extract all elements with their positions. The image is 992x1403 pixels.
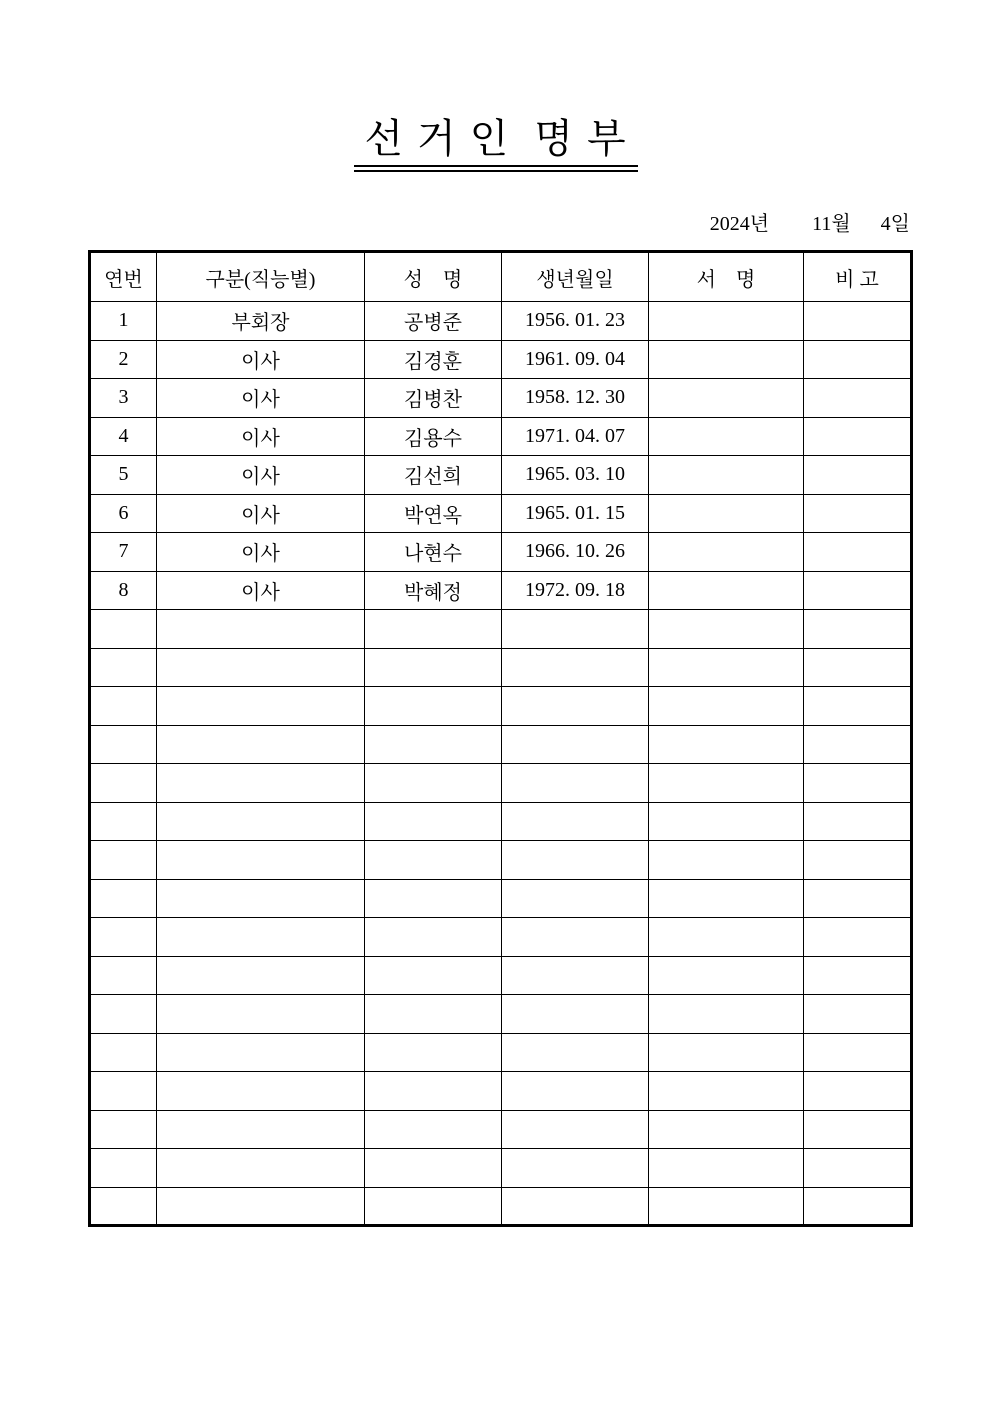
cell-no: 1 xyxy=(90,302,157,341)
empty-table-row xyxy=(90,995,912,1034)
cell-note xyxy=(804,456,912,495)
document-title: 선 거 인 명 부 xyxy=(354,116,637,172)
empty-cell-category xyxy=(157,725,365,764)
empty-cell-name xyxy=(365,764,502,803)
empty-cell-no xyxy=(90,802,157,841)
empty-table-row xyxy=(90,841,912,880)
empty-cell-no xyxy=(90,764,157,803)
cell-signature xyxy=(649,417,804,456)
empty-cell-signature xyxy=(649,841,804,880)
empty-cell-no xyxy=(90,918,157,957)
empty-table-row xyxy=(90,879,912,918)
empty-cell-signature xyxy=(649,802,804,841)
cell-no: 3 xyxy=(90,379,157,418)
empty-cell-birthdate xyxy=(502,687,649,726)
cell-note xyxy=(804,533,912,572)
empty-cell-signature xyxy=(649,1072,804,1111)
cell-note xyxy=(804,379,912,418)
cell-no: 6 xyxy=(90,494,157,533)
empty-cell-name xyxy=(365,648,502,687)
empty-cell-no xyxy=(90,1072,157,1111)
empty-cell-signature xyxy=(649,1149,804,1188)
cell-signature xyxy=(649,494,804,533)
empty-cell-name xyxy=(365,802,502,841)
empty-cell-birthdate xyxy=(502,725,649,764)
cell-name: 김경훈 xyxy=(365,340,502,379)
cell-note xyxy=(804,417,912,456)
cell-category: 이사 xyxy=(157,340,365,379)
empty-cell-signature xyxy=(649,725,804,764)
empty-cell-name xyxy=(365,918,502,957)
empty-cell-name xyxy=(365,687,502,726)
cell-name: 나현수 xyxy=(365,533,502,572)
empty-table-row xyxy=(90,725,912,764)
empty-cell-name xyxy=(365,1187,502,1226)
empty-cell-signature xyxy=(649,610,804,649)
empty-cell-signature xyxy=(649,1187,804,1226)
cell-category: 이사 xyxy=(157,533,365,572)
empty-cell-category xyxy=(157,995,365,1034)
table-row xyxy=(90,533,912,572)
empty-cell-note xyxy=(804,725,912,764)
cell-name: 김병찬 xyxy=(365,379,502,418)
empty-cell-category xyxy=(157,841,365,880)
empty-cell-category xyxy=(157,1187,365,1226)
cell-birthdate: 1965. 01. 15 xyxy=(502,494,649,533)
empty-table-row xyxy=(90,1033,912,1072)
cell-category: 이사 xyxy=(157,571,365,610)
column-header-name: 성 명 xyxy=(365,252,502,302)
cell-name: 김용수 xyxy=(365,417,502,456)
date-line xyxy=(88,207,910,236)
cell-birthdate: 1961. 09. 04 xyxy=(502,340,649,379)
cell-signature xyxy=(649,456,804,495)
empty-cell-category xyxy=(157,687,365,726)
cell-signature xyxy=(649,302,804,341)
empty-cell-name xyxy=(365,995,502,1034)
empty-cell-birthdate xyxy=(502,918,649,957)
empty-table-row xyxy=(90,648,912,687)
column-header-category: 구분(직능별) xyxy=(157,252,365,302)
table-row xyxy=(90,417,912,456)
cell-no: 7 xyxy=(90,533,157,572)
empty-cell-signature xyxy=(649,879,804,918)
cell-birthdate: 1971. 04. 07 xyxy=(502,417,649,456)
empty-cell-name xyxy=(365,725,502,764)
date-year: 2024년 xyxy=(709,213,770,235)
empty-cell-note xyxy=(804,1072,912,1111)
empty-table-row xyxy=(90,1187,912,1226)
empty-cell-category xyxy=(157,764,365,803)
cell-birthdate: 1956. 01. 23 xyxy=(502,302,649,341)
empty-cell-note xyxy=(804,1187,912,1226)
empty-cell-category xyxy=(157,802,365,841)
empty-cell-no xyxy=(90,995,157,1034)
cell-note xyxy=(804,302,912,341)
empty-cell-birthdate xyxy=(502,1149,649,1188)
table-header-row xyxy=(90,252,912,302)
empty-cell-no xyxy=(90,610,157,649)
table-row xyxy=(90,302,912,341)
empty-table-row xyxy=(90,802,912,841)
cell-name: 김선희 xyxy=(365,456,502,495)
table-row xyxy=(90,379,912,418)
cell-category: 이사 xyxy=(157,379,365,418)
table-row xyxy=(90,494,912,533)
empty-cell-note xyxy=(804,956,912,995)
date-month: 11월 xyxy=(812,213,851,235)
empty-cell-note xyxy=(804,995,912,1034)
empty-cell-category xyxy=(157,879,365,918)
empty-cell-name xyxy=(365,879,502,918)
empty-cell-note xyxy=(804,841,912,880)
empty-cell-birthdate xyxy=(502,1072,649,1111)
cell-name: 공병준 xyxy=(365,302,502,341)
empty-cell-signature xyxy=(649,1110,804,1149)
empty-cell-no xyxy=(90,1033,157,1072)
cell-category: 이사 xyxy=(157,417,365,456)
cell-birthdate: 1958. 12. 30 xyxy=(502,379,649,418)
empty-cell-no xyxy=(90,1149,157,1188)
empty-cell-no xyxy=(90,687,157,726)
empty-cell-signature xyxy=(649,918,804,957)
empty-table-row xyxy=(90,610,912,649)
title-row xyxy=(0,116,992,172)
cell-birthdate: 1972. 09. 18 xyxy=(502,571,649,610)
cell-no: 5 xyxy=(90,456,157,495)
empty-cell-birthdate xyxy=(502,1187,649,1226)
empty-cell-category xyxy=(157,1033,365,1072)
empty-table-row xyxy=(90,1110,912,1149)
empty-cell-signature xyxy=(649,764,804,803)
empty-cell-signature xyxy=(649,648,804,687)
cell-note xyxy=(804,571,912,610)
cell-note xyxy=(804,340,912,379)
cell-signature xyxy=(649,379,804,418)
empty-cell-name xyxy=(365,1149,502,1188)
cell-signature xyxy=(649,340,804,379)
empty-cell-note xyxy=(804,1033,912,1072)
table-row xyxy=(90,340,912,379)
empty-cell-birthdate xyxy=(502,879,649,918)
column-header-signature: 서 명 xyxy=(649,252,804,302)
empty-cell-note xyxy=(804,610,912,649)
empty-cell-note xyxy=(804,648,912,687)
empty-cell-name xyxy=(365,841,502,880)
empty-cell-name xyxy=(365,1072,502,1111)
empty-cell-birthdate xyxy=(502,610,649,649)
empty-cell-note xyxy=(804,1110,912,1149)
empty-cell-birthdate xyxy=(502,956,649,995)
empty-cell-birthdate xyxy=(502,841,649,880)
empty-cell-no xyxy=(90,1187,157,1226)
empty-cell-note xyxy=(804,764,912,803)
empty-cell-birthdate xyxy=(502,648,649,687)
table-row xyxy=(90,571,912,610)
voter-roster-table xyxy=(88,250,913,1227)
empty-cell-category xyxy=(157,1110,365,1149)
date-day: 4일 xyxy=(880,213,910,235)
empty-cell-birthdate xyxy=(502,1033,649,1072)
empty-cell-signature xyxy=(649,995,804,1034)
empty-cell-no xyxy=(90,841,157,880)
column-header-note: 비 고 xyxy=(804,252,912,302)
cell-name: 박연옥 xyxy=(365,494,502,533)
cell-signature xyxy=(649,533,804,572)
empty-table-row xyxy=(90,1072,912,1111)
cell-no: 4 xyxy=(90,417,157,456)
cell-birthdate: 1965. 03. 10 xyxy=(502,456,649,495)
cell-birthdate: 1966. 10. 26 xyxy=(502,533,649,572)
empty-cell-category xyxy=(157,956,365,995)
empty-cell-note xyxy=(804,918,912,957)
empty-cell-signature xyxy=(649,1033,804,1072)
empty-table-row xyxy=(90,764,912,803)
empty-cell-no xyxy=(90,1110,157,1149)
empty-cell-no xyxy=(90,956,157,995)
cell-no: 8 xyxy=(90,571,157,610)
empty-cell-signature xyxy=(649,956,804,995)
empty-cell-birthdate xyxy=(502,764,649,803)
empty-cell-category xyxy=(157,610,365,649)
empty-table-row xyxy=(90,1149,912,1188)
column-header-no: 연번 xyxy=(90,252,157,302)
table-row xyxy=(90,456,912,495)
empty-cell-signature xyxy=(649,687,804,726)
empty-cell-note xyxy=(804,802,912,841)
empty-table-row xyxy=(90,687,912,726)
cell-category: 이사 xyxy=(157,494,365,533)
empty-cell-no xyxy=(90,879,157,918)
empty-cell-note xyxy=(804,879,912,918)
empty-cell-category xyxy=(157,918,365,957)
empty-cell-category xyxy=(157,1149,365,1188)
table-body xyxy=(90,302,912,1226)
empty-cell-name xyxy=(365,1033,502,1072)
cell-note xyxy=(804,494,912,533)
cell-signature xyxy=(649,571,804,610)
empty-cell-no xyxy=(90,648,157,687)
empty-cell-no xyxy=(90,725,157,764)
empty-cell-note xyxy=(804,687,912,726)
empty-cell-name xyxy=(365,956,502,995)
empty-cell-birthdate xyxy=(502,995,649,1034)
empty-cell-birthdate xyxy=(502,1110,649,1149)
empty-cell-name xyxy=(365,610,502,649)
empty-table-row xyxy=(90,956,912,995)
cell-category: 부회장 xyxy=(157,302,365,341)
cell-name: 박혜정 xyxy=(365,571,502,610)
empty-cell-category xyxy=(157,648,365,687)
cell-no: 2 xyxy=(90,340,157,379)
empty-cell-note xyxy=(804,1149,912,1188)
empty-cell-birthdate xyxy=(502,802,649,841)
column-header-birthdate: 생년월일 xyxy=(502,252,649,302)
cell-category: 이사 xyxy=(157,456,365,495)
empty-cell-name xyxy=(365,1110,502,1149)
empty-table-row xyxy=(90,918,912,957)
empty-cell-category xyxy=(157,1072,365,1111)
